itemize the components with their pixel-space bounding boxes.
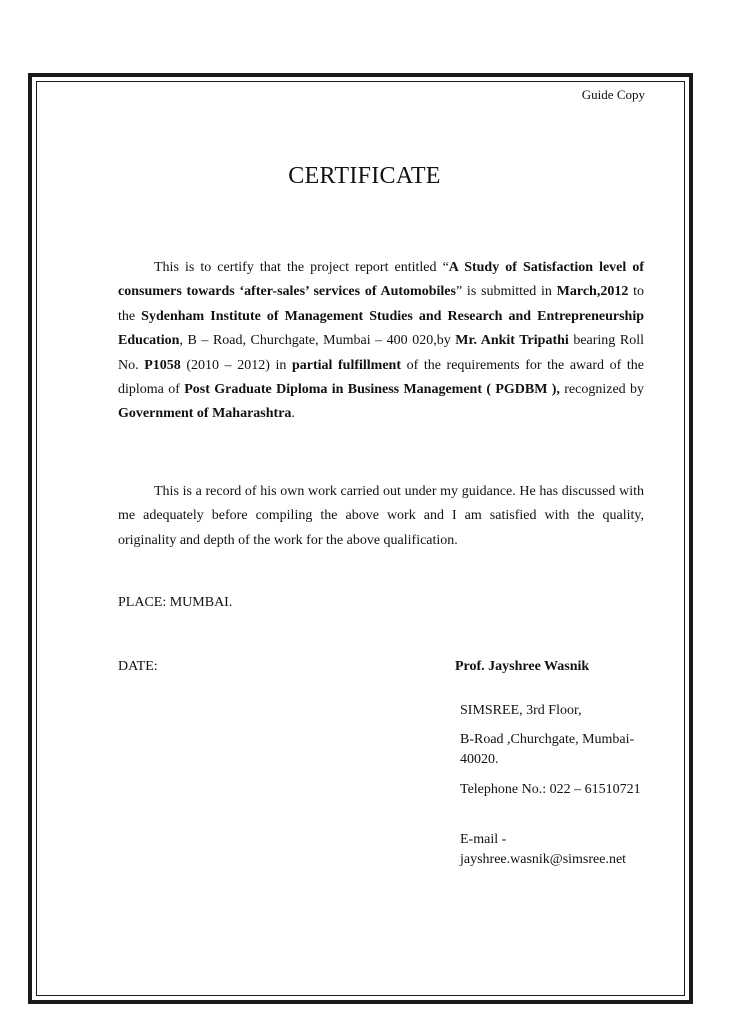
project-title: A Study of Satisfaction level of consumers towards ‘after-sales’ services of Automobiles (118, 260, 644, 300)
certificate-title: CERTIFICATE (288, 163, 441, 189)
text-segment: bearing Roll No. (118, 333, 644, 373)
text-segment: of the requirements for the award of the diploma of (118, 357, 644, 398)
signatory-name: Prof. Jayshree Wasnik (455, 659, 590, 674)
text-segment: , B – Road, Churchgate, Mumbai – 400 020,by (179, 333, 456, 349)
certification-paragraph (118, 256, 644, 427)
student-name: Mr. Ankit Tripathi (455, 333, 569, 349)
submission-date: March,2012 (556, 284, 629, 300)
fulfillment-phrase: partial fulfillment (291, 357, 401, 373)
place-line: PLACE: MUMBAI. (118, 595, 233, 610)
email-line: E-mail - jayshree.wasnik@simsree.net (460, 832, 627, 867)
date-line: DATE: (118, 659, 158, 674)
text-segment: . (291, 406, 295, 422)
text-segment: recognized by (559, 382, 644, 398)
institute-name: Sydenham Institute of Management Studies and Research and Entrepreneurship Education (118, 308, 644, 349)
telephone-line: Telephone No.: 022 – 61510721 (460, 782, 641, 797)
diploma-name: Post Graduate Diploma in Business Management ( PGDBM ), (184, 382, 560, 398)
guidance-text: This is a record of his own work carried out under my guidance. He has discussed with me adequately before compiling the above work and I am satisfied with the quality, originality and depth of the work for the above qualification. (118, 484, 644, 548)
guidance-paragraph (118, 480, 644, 553)
text-segment: to the (118, 284, 644, 324)
roll-number: P1058 (144, 357, 181, 373)
text-segment: (2010 – 2012) in (180, 357, 292, 373)
address-line-2: B-Road ,Churchgate, Mumbai-40020. (460, 732, 635, 767)
text-segment: ” is submitted in (455, 284, 557, 300)
recognizing-body: Government of Maharashtra (118, 406, 292, 422)
address-line-1: SIMSREE, 3rd Floor, (460, 703, 582, 718)
guide-copy-label: Guide Copy (581, 87, 645, 102)
text-segment: This is to certify that the project report entitled “ (154, 260, 449, 275)
